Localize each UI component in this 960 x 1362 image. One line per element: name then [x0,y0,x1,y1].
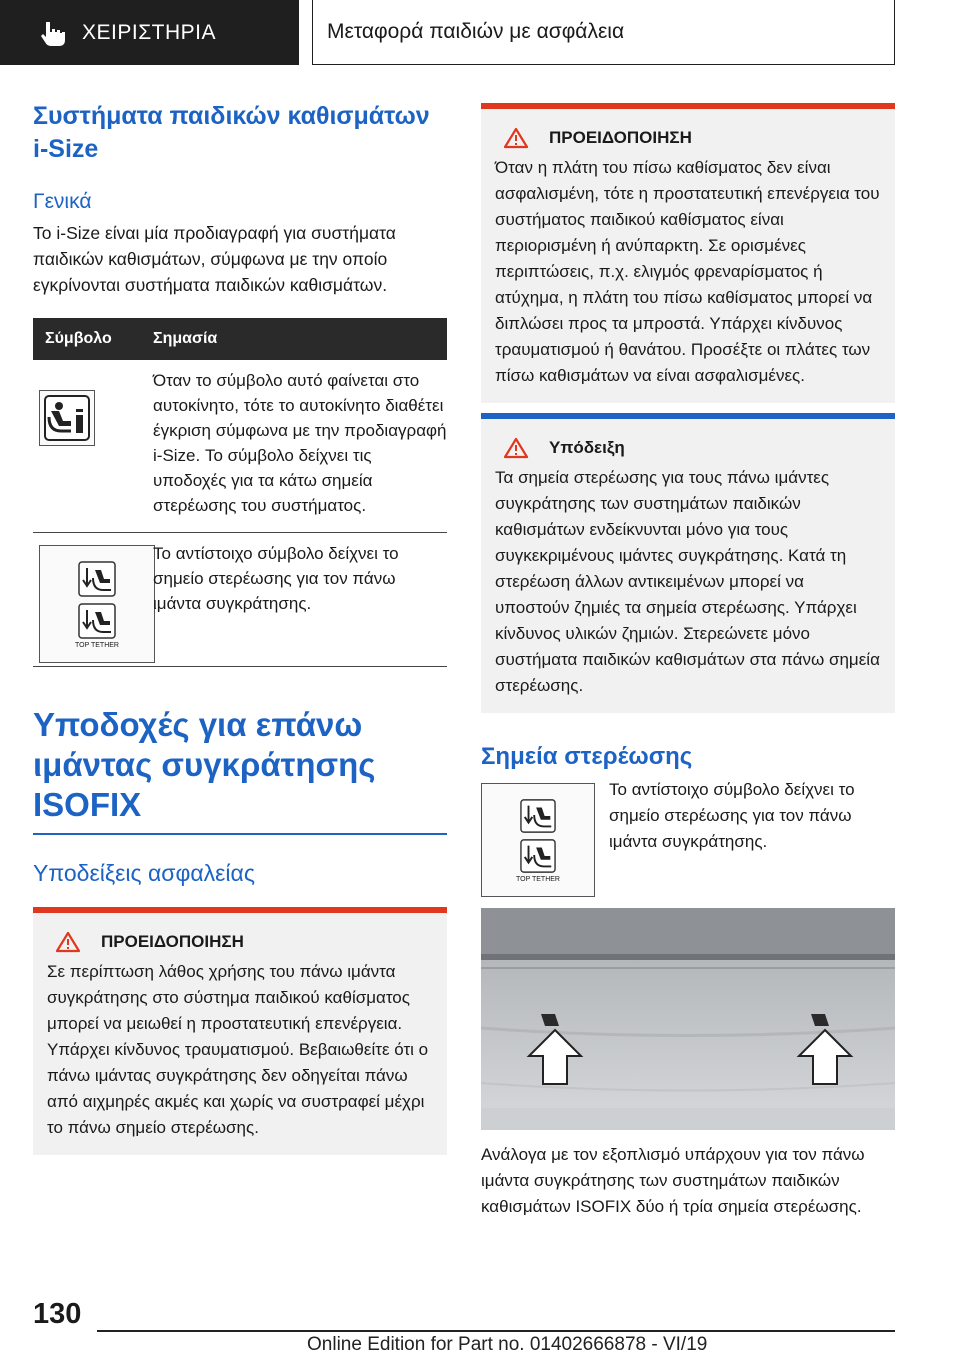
anchor-section [481,780,895,897]
heading-rule [33,833,447,835]
top-tether-meaning: Το αντίστοιχο σύμβολο δείχνει το σημείο στερέωσης για τον πάνω ιμάντα συγκράτησης. [153,544,399,613]
page-number: 130 [33,1298,82,1330]
note-box [481,413,895,713]
warning-title: ΠΡΟΕΙΔΟΠΟΙΗΣΗ [101,932,244,951]
note-text: Τα σημεία στερέωσης για τους πάνω ιμάντες συγκράτησης των συστημάτων παιδικών καθισμάτων ενδείκνυνται μόνο για τους συγκεκριμένους ιμάντες συγκράτησης. Κατά τη στερέωση άλλων αντικειμένων μπορεί να υποστούν ζημιές τα σημεία στερέωσης. Υπάρχει κίνδυνος υλικών ζημιών. Στερεώνετε μόνο συστήματα παιδικών καθισμάτων στα πάνω σημεία στερέωσης. [495,468,880,695]
note-title: Υπόδειξη [549,438,625,457]
header-section-tab [0,0,299,65]
warning-triangle-icon [55,931,81,953]
general-subheading: Γενικά [33,190,92,213]
col-meaning-header: Σημασία [153,330,218,347]
hand-pointer-icon [38,18,78,48]
closing-text: Ανάλογα με τον εξοπλισμό υπάρχουν για τον πάνω ιμάντα συγκράτησης των συστημάτων παιδικών καθισμάτων ISOFIX δύο ή τρία σημεία στερέωσης. [481,1145,865,1216]
header-chapter [312,0,895,65]
trunk-anchor-photo [481,908,895,1130]
footer-text: Online Edition for Part no. 01402666878 - VI/19 [307,1334,708,1355]
header-section-title: ΧΕΙΡΙΣΤΗΡΙΑ [82,20,217,44]
warning-triangle-icon [503,127,529,149]
anchor-text: Το αντίστοιχο σύμβολο δείχνει το σημείο στερέωσης για τον πάνω ιμάντα συγκράτησης. [609,780,855,851]
isize-symbol-meaning: Όταν το σύμβολο αυτό φαίνεται στο αυτοκίνητο, τότε το αυτοκίνητο διαθέτει έγκριση σύμφωνα με την προδιαγραφή i-Size. Το σύμβολο δείχνει τις υποδοχές για τα κάτω σημεία στερέωσης του συστήματος. [153,371,447,515]
table-row [33,533,447,667]
col-symbol-header: Σύμβολο [45,330,112,347]
top-tether-label: TOP TETHER [516,875,560,883]
isize-intro: Το i-Size είναι μία προδιαγραφή για συστήματα παιδικών καθισμάτων, σύμφωνα με την οποίο εγκρίνονται συστήματα παιδικών καθισμάτων. [33,223,396,295]
warning-box [481,103,895,403]
table-row [33,360,447,533]
top-tether-symbol-icon [39,545,155,663]
anchor-heading: Σημεία στερέωσης [481,743,693,770]
top-tether-label: TOP TETHER [75,641,119,649]
warning-title: ΠΡΟΕΙΔΟΠΟΙΗΣΗ [549,128,692,147]
left-column [33,100,447,1155]
footer-rule [97,1330,895,1332]
table-header [33,318,447,360]
symbol-table [33,318,447,667]
isofix-heading: Υποδοχές για επάνω ιμάντας συγκράτησης ISOFIX [33,706,376,823]
isize-symbol-icon [39,390,95,446]
warning-box [33,907,447,1155]
header-chapter-title: Μεταφορά παιδιών με ασφάλεια [327,20,625,43]
note-triangle-icon [503,437,529,459]
safety-subheading: Υποδείξεις ασφαλείας [33,860,255,886]
right-column [481,103,895,897]
warning-text: Σε περίπτωση λάθος χρήσης του πάνω ιμάντα συγκράτησης στο σύστημα παιδικού καθίσματος μπορεί να μειωθεί η προστατευτική επενέργεια. Υπάρχει κίνδυνος τραυματισμού. Βεβαιωθείτε ότι ο πάνω ιμάντας συγκράτησης δεν οδηγείται πάνω από αιχμηρές ακμές και χωρίς να συστραφεί μέχρι το πάνω σημείο στερέωσης. [47,962,429,1137]
warning-text: Όταν η πλάτη του πίσω καθίσματος δεν είναι ασφαλισμένη, τότε η προστατευτική επενέργεια του συστήματος παιδικού καθίσματος είναι περιορισμένη ή ανύπαρκτη. Σε ορισμένες περιπτώσεις, π.χ. ελιγμός φρεναρίσματος ή ατύχημα, η πλάτη του πίσω καθίσματος μπορεί να διπλώσει προς τα μπροστά. Υπάρχει κίνδυνος τραυματισμού ή θανάτου. Προσέξτε οι πλάτες των πίσω καθισμάτων να είναι ασφαλισμένες. [495,158,880,385]
isize-heading: Συστήματα παιδικών καθισμάτων i-Size [33,102,430,163]
top-tether-symbol-icon [481,783,595,897]
